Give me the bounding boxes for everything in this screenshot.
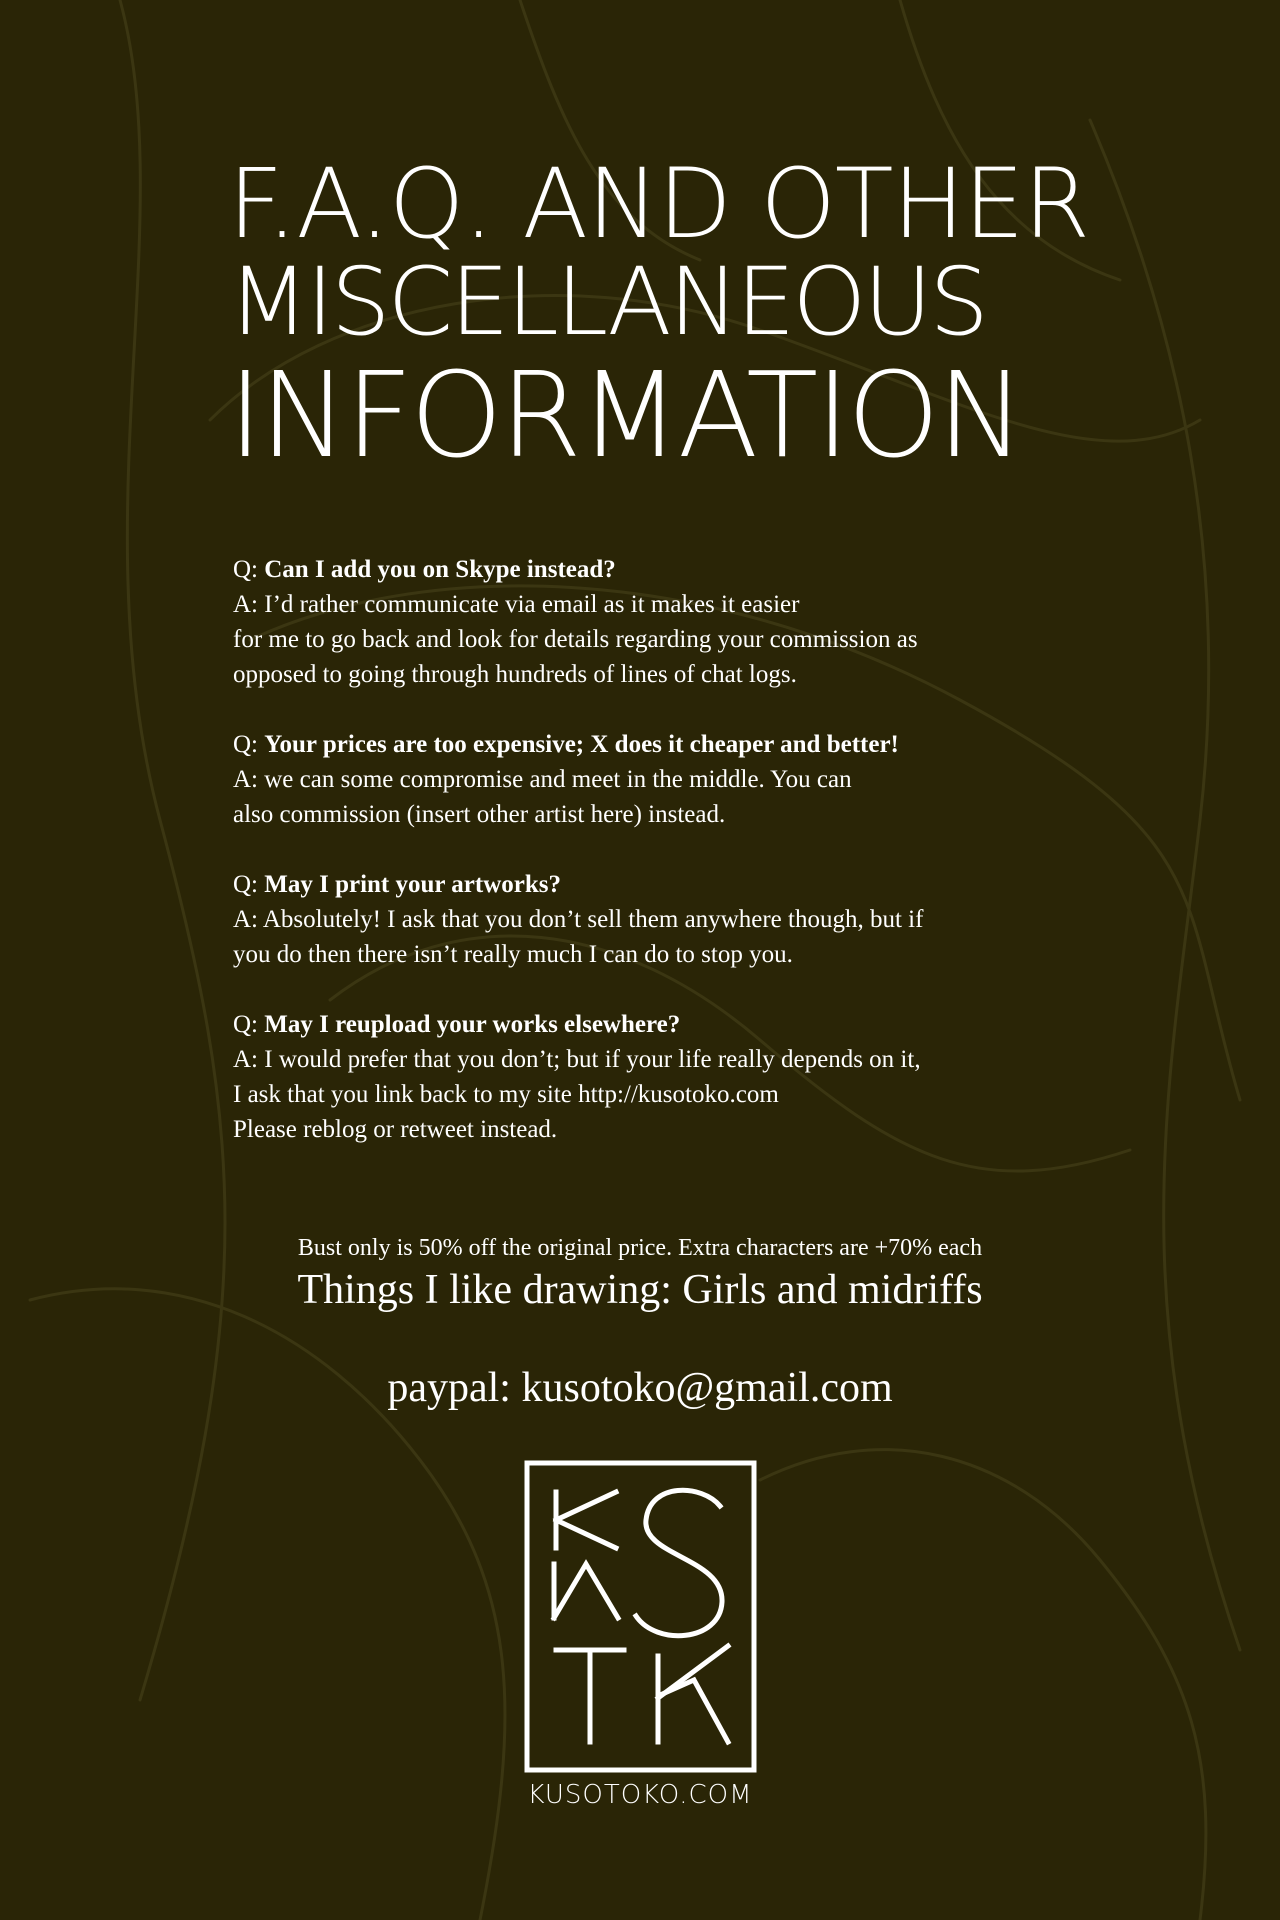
answer-line: I ask that you link back to my site http://kusotoko.com <box>233 1081 779 1108</box>
answer-line: for me to go back and look for details regarding your commission as <box>233 626 918 653</box>
question-text: Can I add you on Skype instead? <box>264 556 616 583</box>
question-prefix: Q: <box>233 556 258 583</box>
answer-line: also commission (insert other artist here) instead. <box>233 801 726 828</box>
faq-question <box>233 727 1093 762</box>
question-prefix: Q: <box>233 731 258 758</box>
answer-line: A: Absolutely! I ask that you don’t sell them anywhere though, but if <box>233 906 924 933</box>
answer-line: Please reblog or retweet instead. <box>233 1116 558 1143</box>
faq-question <box>233 867 1093 902</box>
faq-answer <box>233 762 1093 832</box>
faq-item-print <box>233 867 1093 972</box>
title-line-1: F.A.Q. AND OTHER <box>228 148 1090 260</box>
answer-line: A: we can some compromise and meet in the middle. You can <box>233 766 852 793</box>
question-text: May I print your artworks? <box>264 871 562 898</box>
answer-line: you do then there isn’t really much I can do to stop you. <box>233 941 793 968</box>
title-line-2: MISCELLANEOUS <box>228 248 986 357</box>
page-title <box>228 148 1090 484</box>
faq-answer <box>233 902 1093 972</box>
faq-question <box>233 1007 1093 1042</box>
logo-url-text: KUSOTOKO.COM <box>527 1780 753 1810</box>
faq-question <box>233 552 1093 587</box>
answer-line: A: I would prefer that you don’t; but if your life really depends on it, <box>233 1046 921 1073</box>
question-prefix: Q: <box>233 871 258 898</box>
faq-answer <box>233 587 1093 692</box>
question-prefix: Q: <box>233 1011 258 1038</box>
question-text: Your prices are too expensive; X does it cheaper and better! <box>264 731 899 758</box>
faq-item-prices <box>233 727 1093 832</box>
paypal-email: paypal: kusotoko@gmail.com <box>387 1365 893 1411</box>
kusotoko-logo <box>524 1460 757 1773</box>
title-line-3: INFORMATION <box>228 346 1023 484</box>
faq-list <box>233 552 1093 1182</box>
question-text: May I reupload your works elsewhere? <box>264 1011 681 1038</box>
faq-answer <box>233 1042 1093 1147</box>
faq-item-skype <box>233 552 1093 692</box>
faq-item-reupload <box>233 1007 1093 1147</box>
likes-drawing-text: Things I like drawing: Girls and midriffs <box>297 1267 983 1313</box>
kusotoko-logo-mark <box>524 1460 757 1773</box>
answer-line: opposed to going through hundreds of lines of chat logs. <box>233 661 797 688</box>
answer-line: A: I’d rather communicate via email as it makes it easier <box>233 591 800 618</box>
bust-price-note: Bust only is 50% off the original price. Extra characters are +70% each <box>297 1235 983 1261</box>
